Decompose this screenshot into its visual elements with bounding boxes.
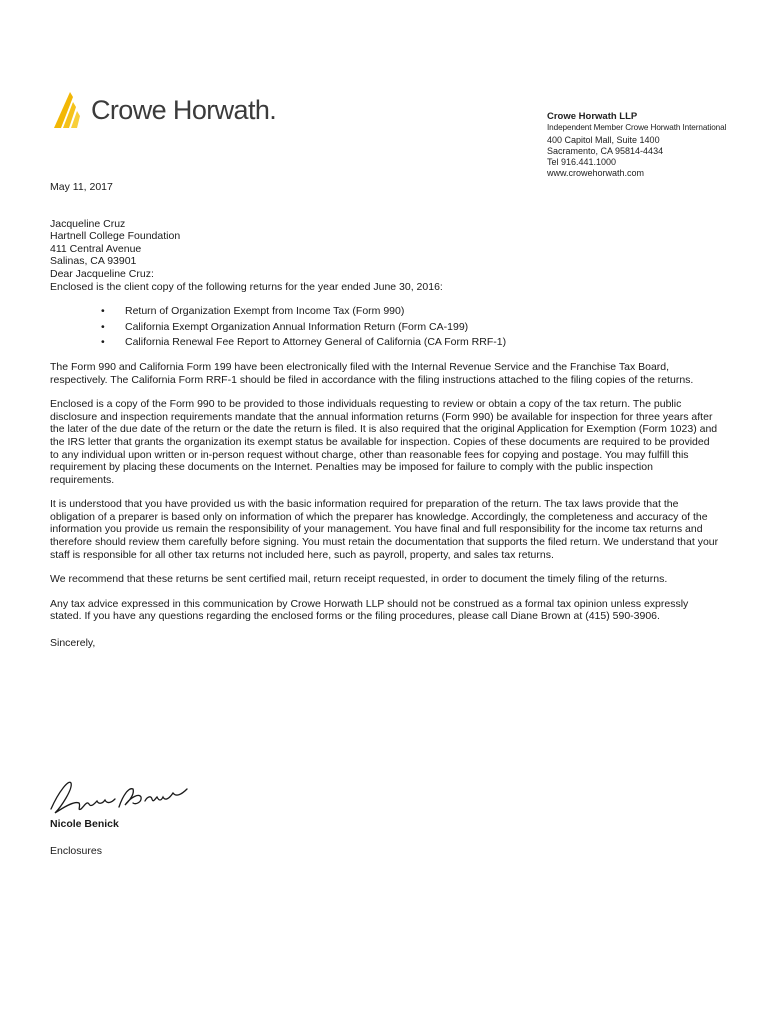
- recipient-city: Salinas, CA 93901: [50, 255, 137, 268]
- crowe-horwath-logo: [52, 90, 276, 130]
- recipient-name: Jacqueline Cruz: [50, 217, 126, 230]
- list-item: • California Exempt Organization Annual Information Return (Form CA-199): [101, 320, 469, 333]
- enclosures-label: Enclosures: [50, 845, 102, 857]
- list-item: • California Renewal Fee Report to Attorney General of California (CA Form RRF-1): [101, 336, 507, 349]
- closing: Sincerely,: [50, 637, 96, 650]
- handwritten-signature: [45, 773, 195, 821]
- list-item: • Return of Organization Exempt from Income Tax (Form 990): [101, 305, 405, 318]
- crowe-logo-icon: [52, 90, 88, 130]
- firm-phone: Tel 916.441.1000: [547, 157, 617, 167]
- paragraph-tax-advice: Any tax advice expressed in this communication by Crowe Horwath LLP should not be construed as a formal tax opinion unless expressly stated. If you have any questions regarding the enclosed forms or the filing procedures, please call Diane Brown at (415) 590-3906.: [50, 597, 689, 623]
- letter-body: [50, 181, 720, 650]
- returns-list: [50, 305, 720, 349]
- firm-website: www.crowehorwath.com: [547, 168, 645, 178]
- paragraph-public-disclosure: Enclosed is a copy of the Form 990 to be provided to those individuals requesting to review or obtain a copy of the tax return. The public disclosure and inspection requirements mandate that the annual information returns (Form 990) be available for inspection for three years after the later of the due date of the return or the date the return is filed. It is also required that the original Application for Exemption (Form 1023) and the IRS letter that grants the organization its exempt status be available for inspection. Copies of these documents are required to be provided to any individual upon written or in-person request without charge, other than reasonable fees for copying and postage. You may fulfill this requirement by placing these documents on the Internet. Penalties may be imposed for failure to comply with the public inspection requirements.: [50, 398, 718, 486]
- firm-address-line2: Sacramento, CA 95814-4434: [547, 146, 664, 156]
- bullet-icon: •: [101, 336, 105, 349]
- signer-name: Nicole Benick: [50, 818, 119, 830]
- salutation: Dear Jacqueline Cruz:: [50, 267, 154, 280]
- recipient-street: 411 Central Avenue: [50, 242, 142, 255]
- logo-wordmark: Crowe Horwath.: [91, 94, 277, 125]
- firm-subtitle: Independent Member Crowe Horwath International: [547, 123, 727, 132]
- recipient-address: [50, 218, 720, 268]
- recipient-organization: Hartnell College Foundation: [50, 230, 181, 243]
- intro-paragraph: Enclosed is the client copy of the following returns for the year ended June 30, 2016:: [50, 280, 443, 293]
- firm-contact-block: [547, 111, 726, 179]
- letter-date: May 11, 2017: [50, 181, 113, 193]
- bullet-icon: •: [101, 320, 105, 333]
- firm-address-line1: 400 Capitol Mall, Suite 1400: [547, 135, 660, 145]
- paragraph-responsibility: It is understood that you have provided us with the basic information required for preparation of the return. The tax laws provide that the obligation of a preparer is based only on information of which the preparer has knowledge. Accordingly, the completeness and accuracy of the information you provide us remain the responsibility of your management. You have final and full responsibility for the income tax returns and therefore should review them carefully before signing. You must retain the documentation that supports the filed return. We understand that your staff is responsible for all other tax returns not included here, such as payroll, property, and sales tax returns.: [50, 498, 719, 561]
- firm-name: Crowe Horwath LLP: [547, 111, 638, 122]
- paragraph-filing-status: The Form 990 and California Form 199 have been electronically filed with the Internal Revenue Service and the Franchise Tax Board, respectively. The California Form RRF-1 should be filed in accordance with the filing instructions attached to the filing copies of the returns.: [50, 360, 694, 386]
- paragraph-certified-mail: We recommend that these returns be sent certified mail, return receipt requested, in order to document the timely filing of the returns.: [50, 573, 668, 586]
- bullet-icon: •: [101, 305, 105, 318]
